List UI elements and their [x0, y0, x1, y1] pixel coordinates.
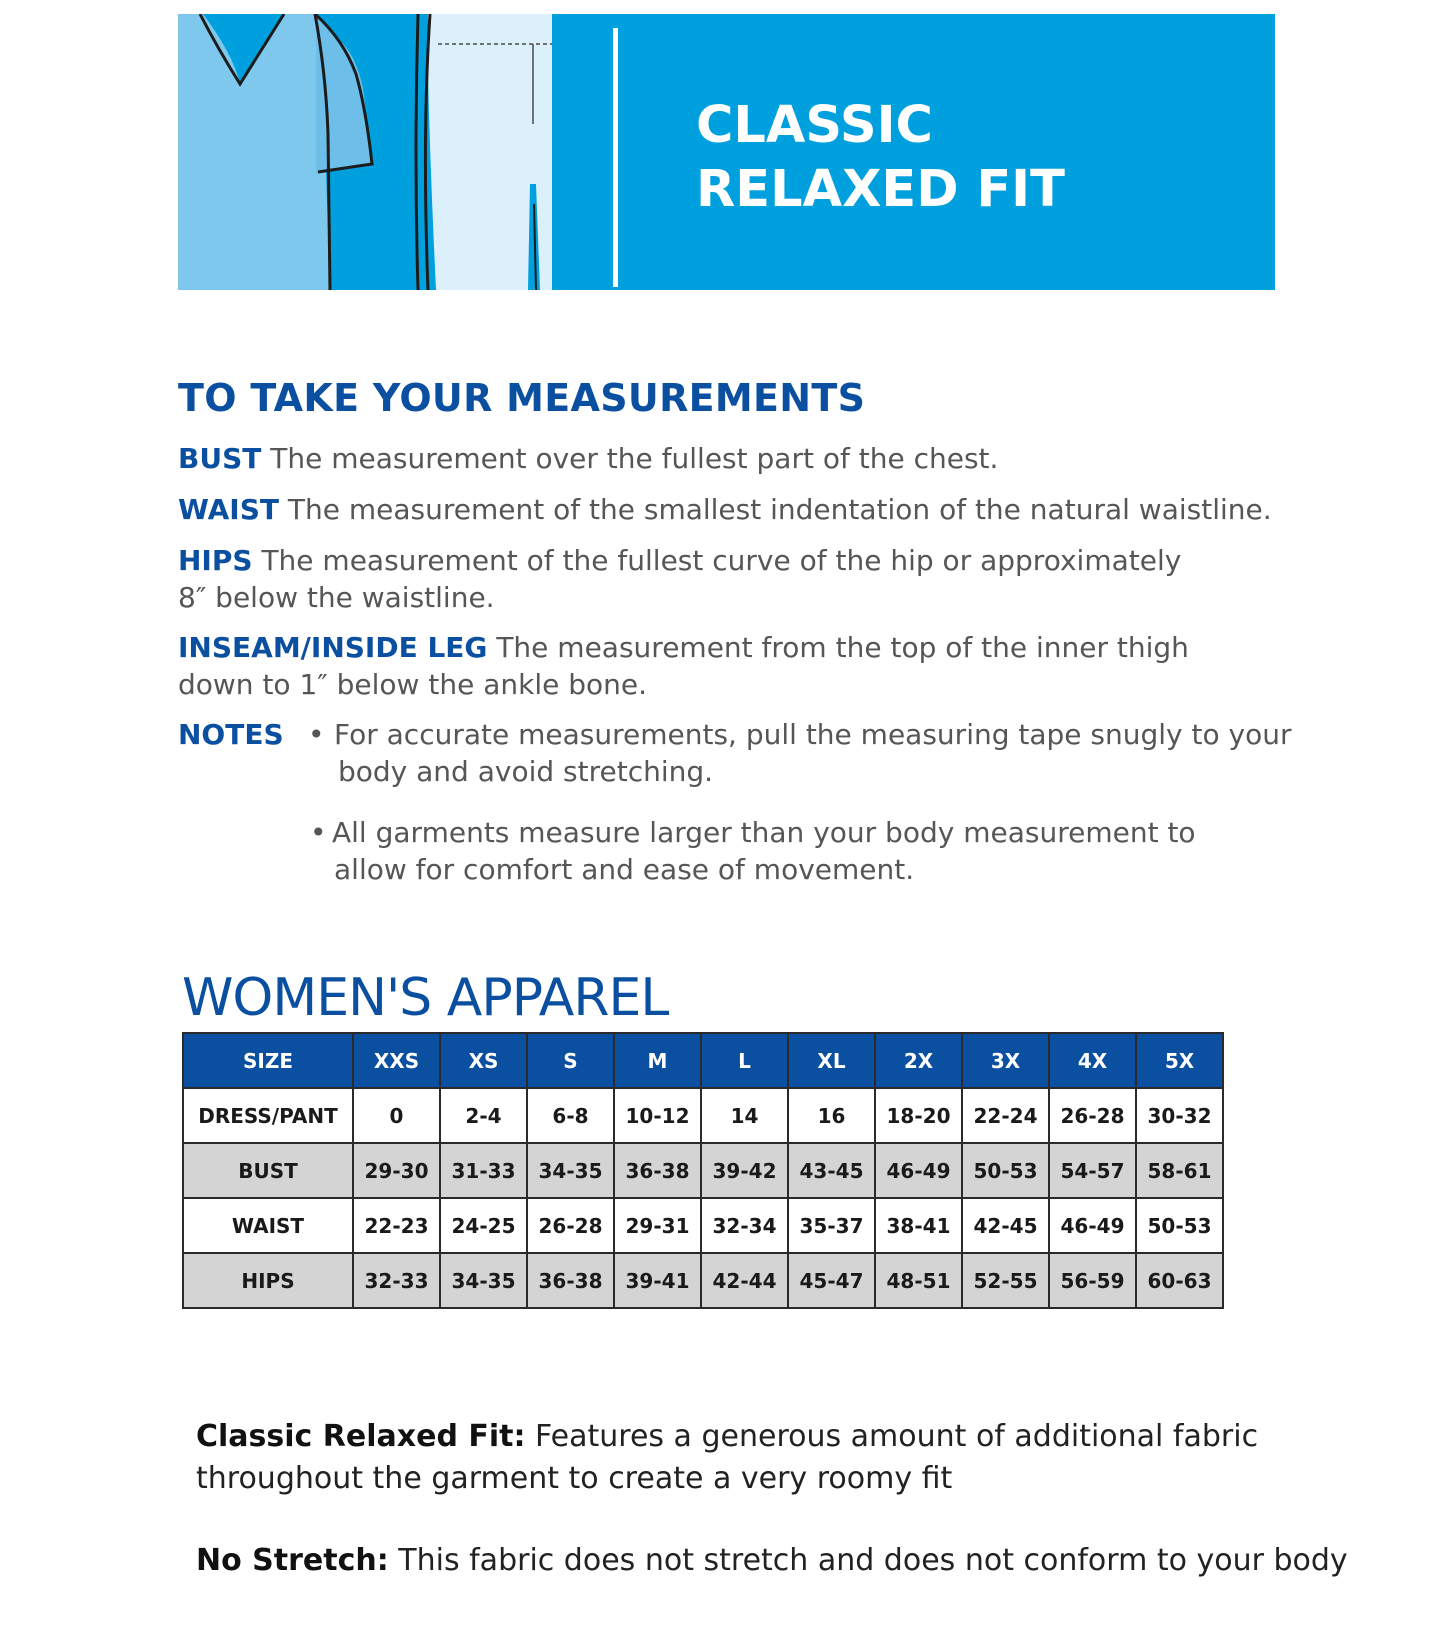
- table-row: [183, 1143, 1223, 1198]
- table-cell: 60-63: [1136, 1253, 1223, 1308]
- measurement-term: HIPS: [178, 544, 253, 577]
- table-cell: 34-35: [440, 1253, 527, 1308]
- table-cell: 32-34: [701, 1198, 788, 1253]
- row-label: HIPS: [183, 1253, 353, 1308]
- measurement-waist: [178, 491, 1272, 528]
- banner-title-line1: CLASSIC: [696, 96, 933, 155]
- scrub-top-and-pant-icon: [178, 14, 552, 290]
- fit-description: [196, 1416, 1258, 1500]
- table-cell: 45-47: [788, 1253, 875, 1308]
- table-cell: 39-41: [614, 1253, 701, 1308]
- header-cell: M: [614, 1033, 701, 1088]
- table-cell: 34-35: [527, 1143, 614, 1198]
- table-cell: 36-38: [614, 1143, 701, 1198]
- table-cell: 2-4: [440, 1088, 527, 1143]
- measurement-description-cont: down to 1″ below the ankle bone.: [178, 668, 647, 701]
- note-text-cont: allow for comfort and ease of movement.: [334, 853, 915, 886]
- measurement-term: WAIST: [178, 493, 279, 526]
- measurements-heading: TO TAKE YOUR MEASUREMENTS: [178, 376, 866, 420]
- banner-divider: [613, 28, 618, 287]
- table-cell: 6-8: [527, 1088, 614, 1143]
- note-text: For accurate measurements, pull the measuring tape snugly to your: [334, 718, 1292, 751]
- table-cell: 32-33: [353, 1253, 440, 1308]
- stretch-description: [196, 1540, 1348, 1582]
- header-cell: XL: [788, 1033, 875, 1088]
- table-cell: 46-49: [1049, 1198, 1136, 1253]
- table-cell: 22-24: [962, 1088, 1049, 1143]
- header-cell: 5X: [1136, 1033, 1223, 1088]
- table-cell: 26-28: [527, 1198, 614, 1253]
- note-item: [310, 814, 1196, 888]
- measurement-description: The measurement of the smallest indentation of the natural waistline.: [287, 493, 1272, 526]
- table-cell: 50-53: [1136, 1198, 1223, 1253]
- measurement-description-cont: 8″ below the waistline.: [178, 581, 495, 614]
- banner-title: [696, 94, 1065, 222]
- row-label: BUST: [183, 1143, 353, 1198]
- table-cell: 42-45: [962, 1198, 1049, 1253]
- banner-title-line2: RELAXED FIT: [696, 160, 1065, 219]
- bullet-icon: •: [308, 718, 325, 751]
- fit-text-cont: throughout the garment to create a very roomy fit: [196, 1461, 953, 1496]
- row-label: DRESS/PANT: [183, 1088, 353, 1143]
- fit-label: Classic Relaxed Fit:: [196, 1419, 526, 1454]
- table-cell: 38-41: [875, 1198, 962, 1253]
- note-item: [308, 716, 1292, 790]
- measurement-inseam: [178, 629, 1189, 703]
- table-cell: 29-31: [614, 1198, 701, 1253]
- measurement-term: BUST: [178, 442, 262, 475]
- table-cell: 56-59: [1049, 1253, 1136, 1308]
- apparel-title: WOMEN'S APPAREL: [182, 968, 669, 1028]
- size-chart-table: [182, 1032, 1224, 1309]
- table-row: [183, 1088, 1223, 1143]
- table-cell: 48-51: [875, 1253, 962, 1308]
- header-cell: 3X: [962, 1033, 1049, 1088]
- stretch-label: No Stretch:: [196, 1543, 389, 1578]
- table-cell: 16: [788, 1088, 875, 1143]
- table-cell: 58-61: [1136, 1143, 1223, 1198]
- measurement-bust: [178, 440, 998, 477]
- table-cell: 30-32: [1136, 1088, 1223, 1143]
- header-cell: XS: [440, 1033, 527, 1088]
- notes-label: NOTES: [178, 718, 284, 751]
- row-label: WAIST: [183, 1198, 353, 1253]
- table-row: [183, 1198, 1223, 1253]
- table-cell: 43-45: [788, 1143, 875, 1198]
- table-cell: 31-33: [440, 1143, 527, 1198]
- bullet-icon: •: [310, 816, 327, 849]
- table-cell: 18-20: [875, 1088, 962, 1143]
- table-cell: 42-44: [701, 1253, 788, 1308]
- measurement-term: INSEAM/INSIDE LEG: [178, 631, 488, 664]
- table-cell: 0: [353, 1088, 440, 1143]
- header-cell: XXS: [353, 1033, 440, 1088]
- table-cell: 35-37: [788, 1198, 875, 1253]
- header-cell: 4X: [1049, 1033, 1136, 1088]
- table-cell: 29-30: [353, 1143, 440, 1198]
- fit-text: Features a generous amount of additional fabric: [535, 1419, 1259, 1454]
- table-cell: 36-38: [527, 1253, 614, 1308]
- table-cell: 26-28: [1049, 1088, 1136, 1143]
- measurement-description: The measurement of the fullest curve of the hip or approximately: [261, 544, 1182, 577]
- note-text-cont: body and avoid stretching.: [338, 755, 714, 788]
- table-cell: 22-23: [353, 1198, 440, 1253]
- table-cell: 50-53: [962, 1143, 1049, 1198]
- table-cell: 10-12: [614, 1088, 701, 1143]
- table-cell: 14: [701, 1088, 788, 1143]
- table-cell: 46-49: [875, 1143, 962, 1198]
- table-cell: 52-55: [962, 1253, 1049, 1308]
- stretch-text: This fabric does not stretch and does not conform to your body: [398, 1543, 1348, 1578]
- fit-banner: [178, 14, 1275, 290]
- header-cell: L: [701, 1033, 788, 1088]
- header-cell: SIZE: [183, 1033, 353, 1088]
- table-cell: 24-25: [440, 1198, 527, 1253]
- header-cell: S: [527, 1033, 614, 1088]
- measurement-hips: [178, 542, 1181, 616]
- measurement-description: The measurement over the fullest part of the chest.: [270, 442, 999, 475]
- header-cell: 2X: [875, 1033, 962, 1088]
- size-header-row: [183, 1033, 1223, 1088]
- measurement-description: The measurement from the top of the inner thigh: [496, 631, 1189, 664]
- table-row: [183, 1253, 1223, 1308]
- table-cell: 39-42: [701, 1143, 788, 1198]
- table-cell: 54-57: [1049, 1143, 1136, 1198]
- note-text: All garments measure larger than your body measurement to: [332, 816, 1196, 849]
